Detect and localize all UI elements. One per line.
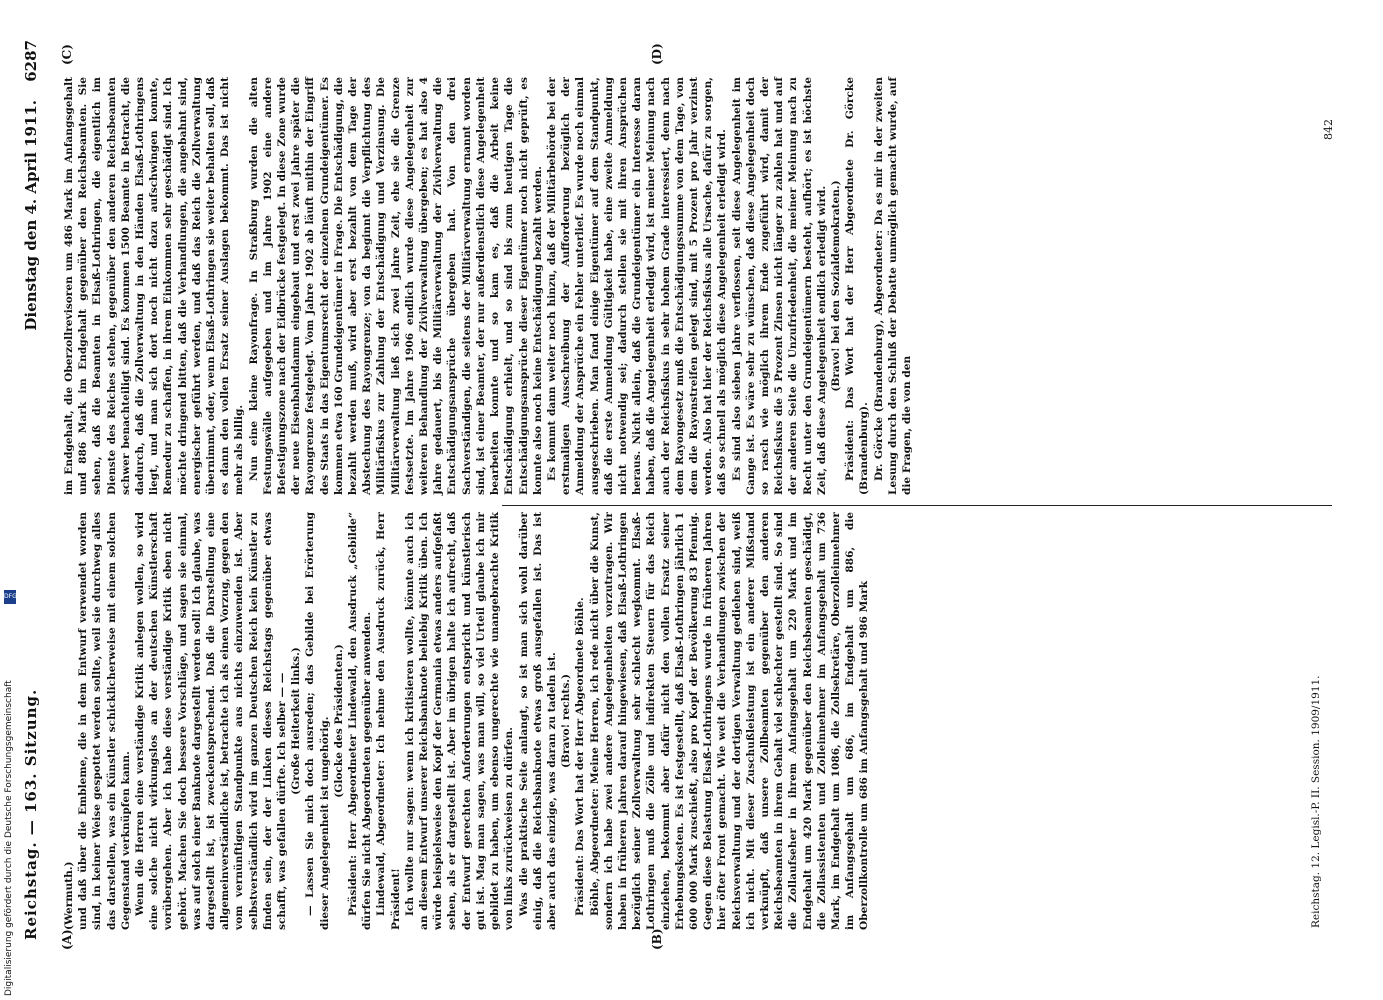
right-column-paragraph: Es sind also sieben Jahre verflossen, seit diese Angelegenheit im Gange ist. Es wäre sehr zu wünschen, daß diese Angelegenheit doch so rasch wie möglich ihrem Ende zugeführt wird, damit der Reichsfiskus die 5 Prozent Zinsen nicht länger zu zahlen hat und auf der anderen Seite die Unzufriedenheit, die meiner Meinung nach zu Recht unter den Grundeigentümern besteht, aufhört; es ist höchste Zeit, daß diese Angelegenheit endlich erledigt wird. — [730, 77, 828, 495]
digitization-credit — [4, 593, 17, 996]
left-text-column — [62, 512, 872, 930]
header-date: Dienstag den 4. April 1911. — [22, 100, 40, 331]
page-number: 6287 — [22, 40, 40, 82]
margin-marker-a: (A) — [60, 929, 74, 950]
dfg-logo: DFG — [4, 590, 16, 604]
left-column-paragraph: (Große Heiterkeit links.) — [290, 647, 303, 795]
left-column-paragraph: — Lassen Sie mich doch ausreden; das Gebilde bei Erörterung dieser Angelegenheit ist ungehörig. — [304, 512, 331, 930]
left-column-paragraph: (Bravo! rechts.) — [560, 674, 573, 769]
header-session-title: Reichstag. — 163. Sitzung. — [22, 688, 40, 940]
margin-marker-d: (D) — [650, 43, 664, 65]
margin-marker-b: (B) — [650, 928, 664, 950]
credit-text: Digitalisierung gefördert durch die Deutsche Forschungsgemeinschaft — [4, 680, 14, 996]
right-column-paragraph: Es kommt dann weiter noch hinzu, daß der Militärbehörde bei der erstmaligen Ausschreibung der Aufforderung bezüglich der Anmeldung der Ansprüche ein Fehler unterlief. Es wurde noch einmal ausgeschrieben. Man fand einige Eigentümer auf dem Standpunkt, daß die erste Anmeldung Gültigkeit habe, eine zweite Anmeldung nicht notwendig sei; dadurch stellen sie mit ihren Ansprüchen heraus. Nicht allein, daß die Grundeigentümer ein Interesse daran haben, daß die Angelegenheit erledigt wird, ist meiner Meinung nach auch der Reichsfiskus in sehr hohem Grade interessiert, denn nach dem Rayongesetz muß die Entschädigungssumme von dem Tage, von dem die Rayonstreifen gelegt sind, mit 5 Prozent pro Jahr verzinst werden. Also hat hier der Reichsfiskus alle Ursache, dafür zu sorgen, daß so schnell als möglich diese Angelegenheit erledigt wird. — [545, 77, 729, 495]
left-column-paragraph: Ich wollte nur sagen: wenn ich kritisieren wollte, könnte auch ich an diesem Entwurf unserer Reichsbanknote beliebig Kritik üben. Ich würde beispielsweise den Kopf der Germania etwas anders aufgefaßt sehen, als er dargestellt ist. Aber im übrigen halte ich aufrecht, daß der Entwurf gerechten Anforderungen entspricht und künstlerisch gut ist. Mag man sagen, was man will, so viel Urteil glaube ich mir gebildet zu haben, um ebenso ungerechte wie unangebrachte Kritik von links zurückweisen zu dürfen. — [403, 512, 516, 930]
left-column-paragraph: Wenn die Herren eine verständige Kritik anlegen wollen, so wird eine solche nicht wirkungslos an der deutschen Künstlerschaft vorübergehen. Aber ich habe diese verständige Kritik eben nicht gehört. Machen Sie doch bessere Vorschläge, und sagen sie einmal, was auf solch einer Banknote dargestellt werden soll! Ich glaube, was dargestellt ist, ist zweckentsprechend. Daß die Darstellung eine allgemeinverständliche ist, betrachte ich als einen Vorzug, gegen den vom vernünftigen Standpunkte aus nichts einzuwenden ist. Aber selbstverständlich wird im ganzen Deutschen Reich kein Künstler zu finden sein, der der Linken dieses Reichstags gegenüber etwas schafft, was gefallen dürfte. Ich selber — — — [134, 512, 289, 930]
column-divider — [502, 505, 1332, 506]
left-column-paragraph: (Glocke des Präsidenten.) — [332, 644, 345, 798]
page-header — [22, 40, 52, 940]
margin-marker-c: (C) — [60, 44, 74, 65]
left-column-paragraph: Böhle, Abgeordneter: Meine Herren, ich rede nicht über die Kunst, sondern ich habe zwei andere Angelegenheiten vorzutragen. Wir haben in früheren Jahren darauf hingewiesen, daß Elsaß-Lothringen bezüglich seiner Zollverwaltung sehr schlecht wegkommt. Elsaß-Lothringen muß die Zölle und indirekten Steuern für das Reich einziehen, bekommt aber dafür nicht den vollen Ersatz seiner Erhebungskosten. Es ist festgestellt, daß Elsaß-Lothringen jährlich 1 600 000 Mark zuschießt, also pro Kopf der Bevölkerung 83 Pfennig. Gegen diese Belastung Elsaß-Lothringens wurde in früheren Jahren hier öfter Front gemacht. Wie weit die Verhandlungen zwischen der Reichsverwaltung und der dortigen Verwaltung gediehen sind, weiß ich nicht. Mit dieser Zuschußleistung ist ein anderer Mißstand verknüpft, daß unsere Zollbeamten gegenüber den anderen Reichsbeamten in ihrem Gehalt viel schlechter gestellt sind. So sind die Zollaufseher in ihrem Anfangsgehalt um 220 Mark und im Endgehalt um 420 Mark gegenüber den Reichsbeamten geschädigt, die Zollassistenten und Zolleinnehmer im Anfangsgehalt um 736 Mark, im Endgehalt um 1086, die Zollsekretäre, Oberzolleinnehmer im Anfangsgehalt um 686, im Endgehalt um 886, die Oberzollkontrolle um 686 im Anfangsgehalt und 986 Mark — [588, 512, 871, 930]
right-column-paragraph: (Bravo! bei den Sozialdemokraten.) — [829, 180, 842, 392]
left-column-paragraph: Lindewald, Abgeordneter: Ich nehme den Ausdruck zurück, Herr Präsident! — [375, 512, 402, 930]
right-text-column — [62, 77, 914, 495]
right-column-paragraph: Präsident: Das Wort hat der Herr Abgeordnete Dr. Görcke (Brandenburg). — [844, 77, 871, 495]
right-column-paragraph: Nun eine kleine Rayonfrage. In Straßburg wurden die alten Festungswälle aufgegeben und im Jahre 1902 eine andere Befestigungszone nach der Eidbrücke festgelegt. In diese Zone wurde der neue Eisenbahndamm eingebaut und erst zwei Jahre später die Rayongrenze festgelegt. Vom Jahre 1902 ab läuft mithin der Eingriff des Staats in das Eigentumsrecht der einzelnen Grundeigentümer. Es kommen etwa 160 Grundeigentümer in Frage. Die Entschädigung, die bezahlt werden muß, wird aber erst bezahlt von dem Tage der Abstechung des Rayongrenze; von da beginnt die Verpflichtung des Militärfiskus zur Zahlung der Entschädigung und Verzinsung. Die Militärverwaltung ließ sich zwei Jahre Zeit, ehe sie die Grenze festsetzte. Im Jahre 1906 endlich wurde diese Angelegenheit zur weiteren Behandlung der Zivilverwaltung übergeben; es hat also 4 Jahre gedauert, bis die Militärverwaltung der Zivilverwaltung die Entschädigungsansprüche übergeben hat. Von den drei Sachverständigen, die seitens der Militärverwaltung ernannt worden sind, ist einer Beamter, der nur außerdienstlich diese Angelegenheit bearbeiten konnte und so kam es, daß die Arbeit keine Entschädigung erhielt, und so sind bis zum heutigen Tage die Entschädigungsansprüche dieser Eigentümer noch nicht geprüft, es konnte also noch keine Entschädigung bezahlt werden. — [247, 77, 544, 495]
left-column-paragraph: Präsident: Herr Abgeordneter Lindewald, den Ausdruck „Gebilde“ dürfen Sie nicht Abgeordneten gegenüber anwenden. — [347, 512, 374, 930]
right-column-paragraph: Dr. Görcke (Brandenburg), Abgeordneter: Da es mir in der zweiten Lesung durch den Schluß der Debatte unmöglich gemacht wurde, auf die Fragen, die von den — [872, 77, 913, 495]
left-column-paragraph: Was die praktische Seite anlangt, so ist man sich wohl darüber einig, daß die Reichsbanknote etwas groß ausgefallen ist. Das ist aber auch das einzige, was daran zu tadeln ist. — [517, 512, 558, 930]
left-column-paragraph: Präsident: Das Wort hat der Herr Abgeordnete Böhle. — [574, 597, 587, 916]
page-footer: Reichstag. 12. Legisl.-P. II. Session. 1909/1911. — [1310, 675, 1322, 928]
left-column-paragraph: und daß über die Embleme, die in dem Entwurf verwendet worden sind, in keiner Weise gespottet werden sollte, weil sie durchweg alles das darstellen, was ein Künstler schicklicherweise mit einem solchen Gegenstand verknüpfen kann. — [77, 512, 132, 930]
right-column-paragraph: im Endgehalt, die Oberzollrevisoren um 486 Mark im Anfangsgehalt und 886 Mark im Endgehalt gegenüber den Reichsbeamten. Sie sehen, daß die Beamten in Elsaß-Lothringen, die eigentlich im Dienste des Reiches stehen, gegenüber den anderen Reichsbeamten schwer benachteiligt sind. Es kommen 1500 Beamte in Betracht, die dadurch, daß die Zollverwaltung in den Händen Elsaß-Lothringens liegt, und man sich dort noch nicht dazu aufschwingen konnte, Remedur zu schaffen, in ihrem Einkommen sehr geschädigt sind. Ich möchte dringend bitten, daß die Verhandlungen, die angebahnt sind, energischer geführt werden, und daß das Reich die Zollverwaltung übernimmt, oder, wenn Elsaß-Lothringen sie weiter behalten soll, daß es dann den vollen Ersatz seiner Auslagen bekommt. Das ist nicht mehr als billig. — [63, 77, 246, 495]
left-column-paragraph: (Wermuth.) — [63, 861, 75, 930]
footer-page-number: 842 — [1322, 119, 1335, 140]
